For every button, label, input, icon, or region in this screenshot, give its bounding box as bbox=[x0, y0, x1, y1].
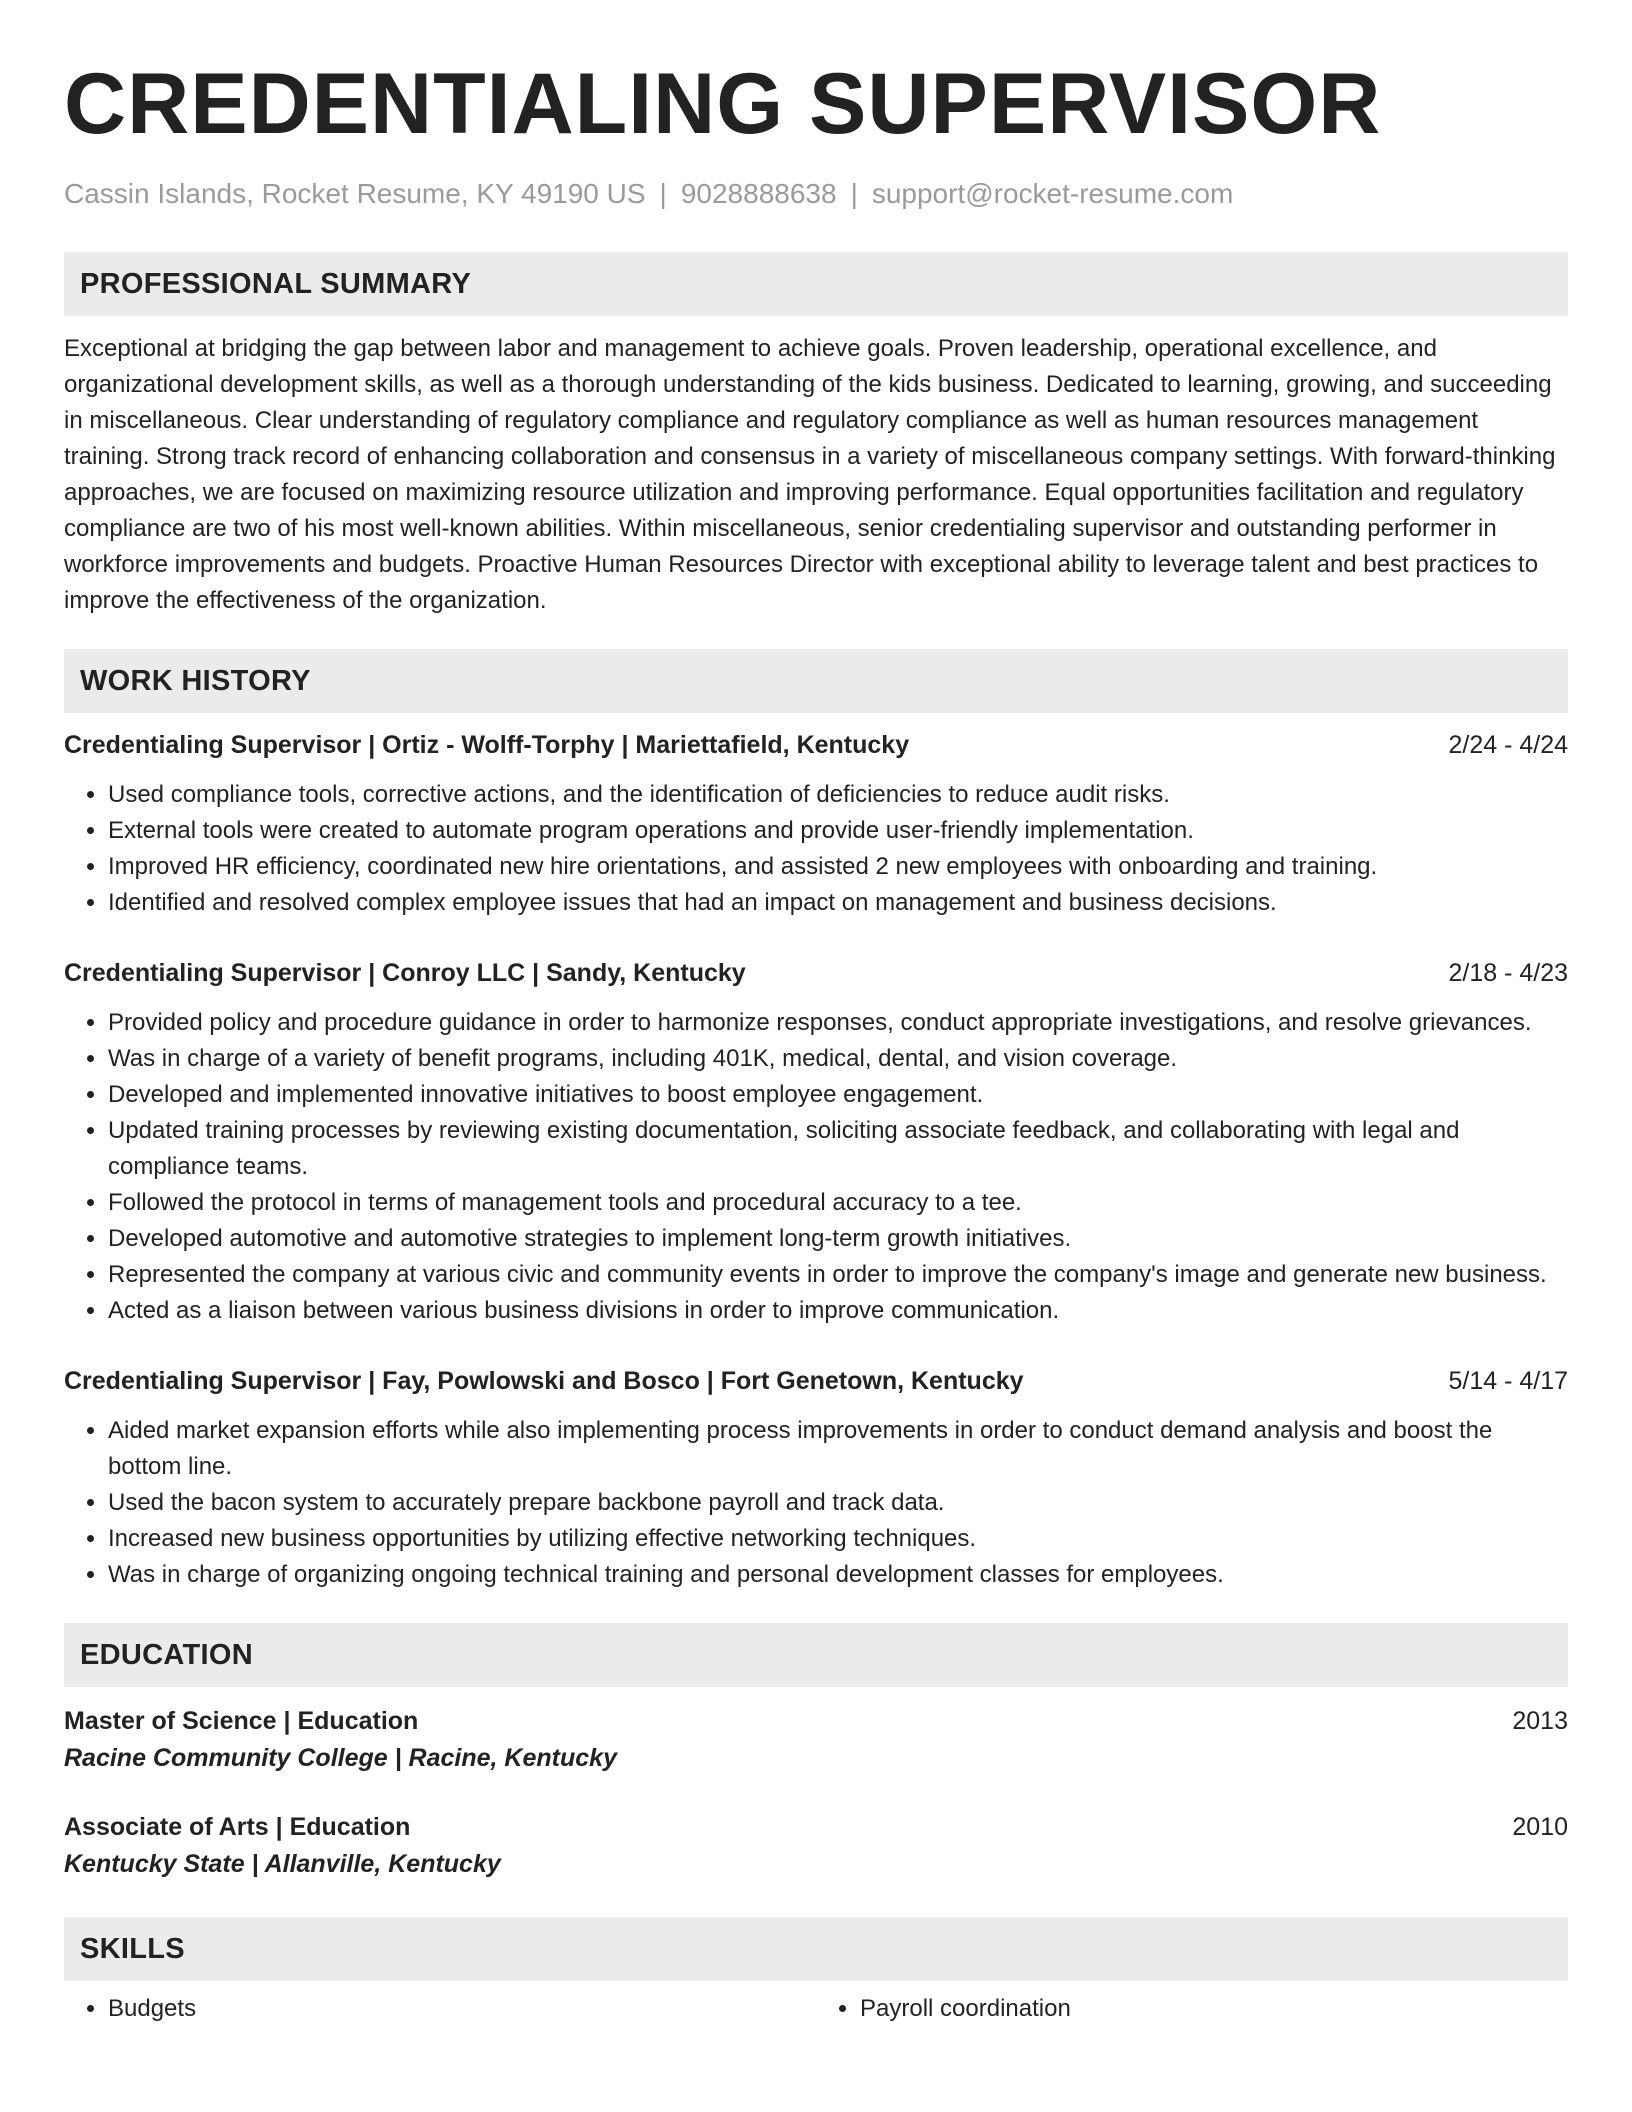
job-dates: 2/18 - 4/23 bbox=[1448, 959, 1568, 987]
contact-email: support@rocket-resume.com bbox=[871, 178, 1234, 209]
job-bullet: • Aided market expansion efforts while also implementing process improvements in order to conduct demand analysis and boost the bottom line. bbox=[108, 1413, 1568, 1485]
job-bullet: • Was in charge of organizing ongoing technical training and personal development classes for employees. bbox=[108, 1557, 1568, 1593]
summary-section-header bbox=[64, 252, 1568, 316]
skills-column-left bbox=[64, 1991, 816, 2027]
contact-phone: 9028888638 bbox=[680, 178, 837, 209]
job-bullet: • Acted as a liaison between various business divisions in order to improve communication. bbox=[108, 1293, 1568, 1329]
job-entry bbox=[64, 1363, 1568, 1593]
skill-item: • Payroll coordination bbox=[860, 1991, 1568, 2027]
job-bullet: • Increased new business opportunities by utilizing effective networking techniques. bbox=[108, 1521, 1568, 1557]
skills-column-right bbox=[816, 1991, 1568, 2027]
job-dates: 2/24 - 4/24 bbox=[1448, 731, 1568, 759]
job-bullet: • External tools were created to automate program operations and provide user-friendly implementation. bbox=[108, 813, 1568, 849]
job-bullet: • Represented the company at various civic and community events in order to improve the company's image and generate new business. bbox=[108, 1257, 1568, 1293]
education-year: 2010 bbox=[1512, 1813, 1568, 1841]
education-school: Racine Community College | Racine, Kentucky bbox=[64, 1744, 617, 1772]
education-header bbox=[64, 1703, 1568, 1739]
job-entry bbox=[64, 955, 1568, 1329]
job-bullet: • Improved HR efficiency, coordinated new hire orientations, and assisted 2 new employees with onboarding and training. bbox=[108, 849, 1568, 885]
job-bullets bbox=[64, 777, 1568, 921]
job-bullet: • Used compliance tools, corrective actions, and the identification of deficiencies to reduce audit risks. bbox=[108, 777, 1568, 813]
job-bullet: • Followed the protocol in terms of management tools and procedural accuracy to a tee. bbox=[108, 1185, 1568, 1221]
education-degree: Master of Science | Education bbox=[64, 1707, 419, 1735]
job-dates: 5/14 - 4/17 bbox=[1448, 1367, 1568, 1395]
education-entry bbox=[64, 1703, 1568, 1777]
candidate-title: CREDENTIALING SUPERVISOR bbox=[64, 56, 1382, 152]
job-title: Credentialing Supervisor | Fay, Powlowski and Bosco | Fort Genetown, Kentucky bbox=[64, 1367, 1024, 1395]
job-bullet: • Used the bacon system to accurately prepare backbone payroll and track data. bbox=[108, 1485, 1568, 1521]
job-header bbox=[64, 727, 1568, 763]
job-bullet: • Provided policy and procedure guidance in order to harmonize responses, conduct appropriate investigations, and resolve grievances. bbox=[108, 1005, 1568, 1041]
contact-separator: | bbox=[659, 178, 667, 209]
education-year: 2013 bbox=[1512, 1707, 1568, 1735]
education-heading: EDUCATION bbox=[80, 1638, 253, 1671]
job-title: Credentialing Supervisor | Conroy LLC | Sandy, Kentucky bbox=[64, 959, 746, 987]
resume-page bbox=[64, 48, 1568, 2027]
job-bullets bbox=[64, 1413, 1568, 1593]
job-bullets bbox=[64, 1005, 1568, 1329]
contact-address: Cassin Islands, Rocket Resume, KY 49190 US bbox=[64, 178, 646, 209]
education-header bbox=[64, 1809, 1568, 1845]
contact-line bbox=[64, 176, 1568, 212]
contact-separator: | bbox=[850, 178, 858, 209]
job-bullet: • Developed automotive and automotive strategies to implement long-term growth initiatives. bbox=[108, 1221, 1568, 1257]
job-header bbox=[64, 955, 1568, 991]
job-title: Credentialing Supervisor | Ortiz - Wolff-Torphy | Mariettafield, Kentucky bbox=[64, 731, 910, 759]
work-heading: WORK HISTORY bbox=[80, 664, 311, 697]
skills-section-header bbox=[64, 1917, 1568, 1981]
skills-heading: SKILLS bbox=[80, 1932, 185, 1965]
skills-list bbox=[64, 1991, 1568, 2027]
job-bullet: • Updated training processes by reviewing existing documentation, soliciting associate feedback, and collaborating with legal and compliance teams. bbox=[108, 1113, 1568, 1185]
education-entry bbox=[64, 1809, 1568, 1883]
job-entry bbox=[64, 727, 1568, 921]
job-bullet: • Developed and implemented innovative initiatives to boost employee engagement. bbox=[108, 1077, 1568, 1113]
education-section-header bbox=[64, 1623, 1568, 1687]
summary-text: Exceptional at bridging the gap between labor and management to achieve goals. Proven leadership, operational excellence, and organizational development skills, as well as a thorough understanding of the kids business. Dedicated to learning, growing, and succeeding in miscellaneous. Clear understanding of regulatory compliance and regulatory compliance as well as human resources management training. Strong track record of enhancing collaboration and consensus in a variety of miscellaneous company settings. With forward-thinking approaches, we are focused on maximizing resource utilization and improving performance. Equal opportunities facilitation and regulatory compliance are two of his most well-known abilities. Within miscellaneous, senior credentialing supervisor and outstanding performer in workforce improvements and budgets. Proactive Human Resources Director with exceptional ability to leverage talent and best practices to improve the effectiveness of the organization. bbox=[64, 335, 1556, 614]
education-school: Kentucky State | Allanville, Kentucky bbox=[64, 1850, 501, 1878]
job-header bbox=[64, 1363, 1568, 1399]
skill-item: • Budgets bbox=[108, 1991, 816, 2027]
job-bullet: • Was in charge of a variety of benefit programs, including 401K, medical, dental, and vision coverage. bbox=[108, 1041, 1568, 1077]
summary-heading: PROFESSIONAL SUMMARY bbox=[80, 267, 472, 300]
education-degree: Associate of Arts | Education bbox=[64, 1813, 411, 1841]
work-section-header bbox=[64, 649, 1568, 713]
job-bullet: • Identified and resolved complex employee issues that had an impact on management and business decisions. bbox=[108, 885, 1568, 921]
